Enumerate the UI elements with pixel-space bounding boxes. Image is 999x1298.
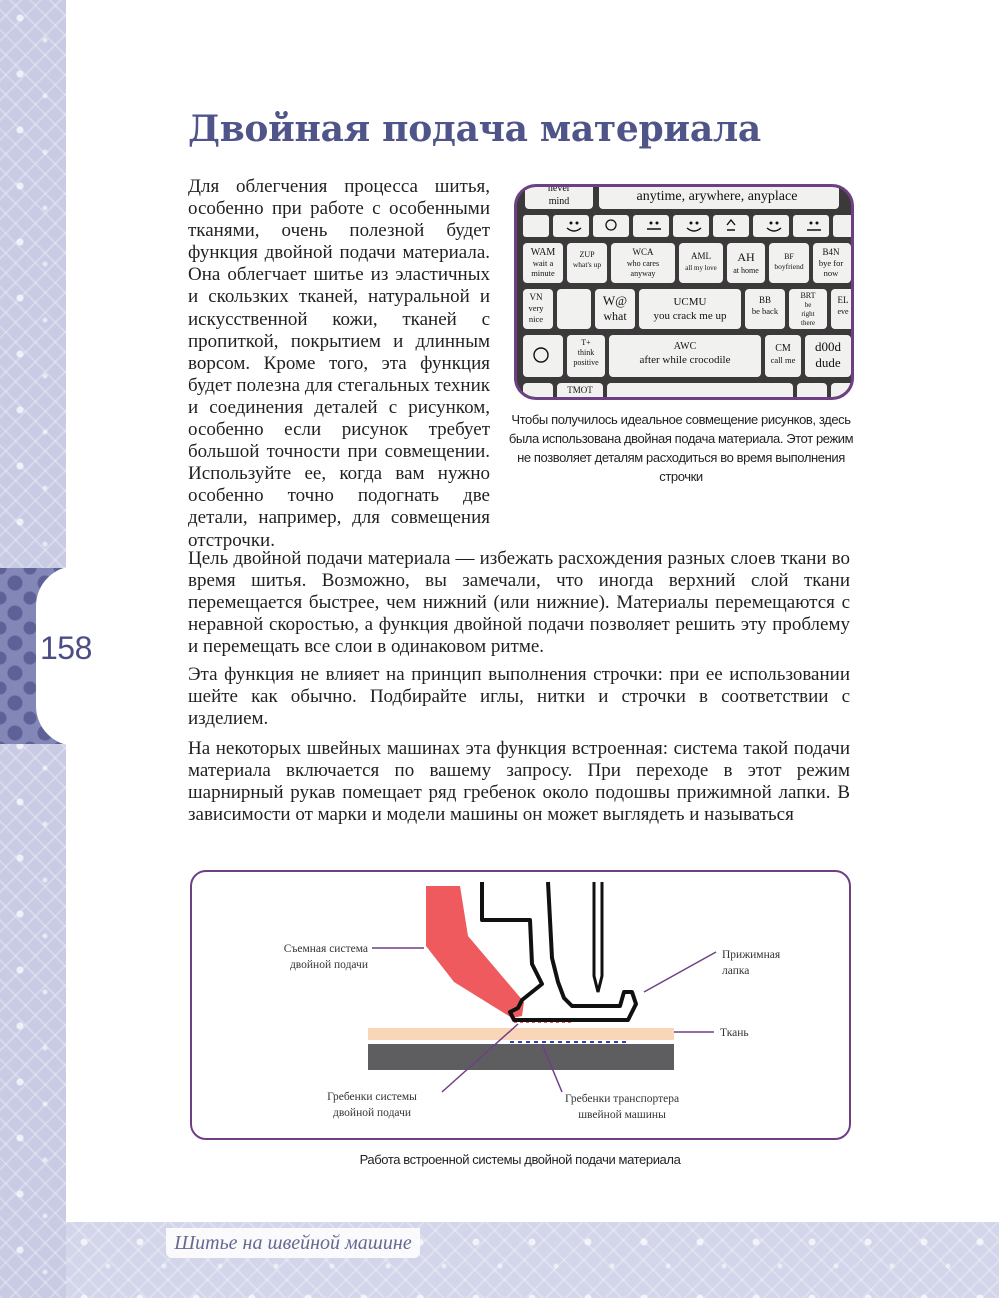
key-bb-sub: be back — [751, 306, 779, 316]
dual-feed-diagram — [190, 870, 851, 1140]
key-ucmu: UCMU — [673, 296, 707, 308]
body-paragraph: На некоторых швейных машинах эта функция встроенная: система такой подачи материала включается по вашему запросу. При переходе в этот режим шарнирный рукав помещает ряд гребенок около подошвы прижимной лапки. В зависимости от марки и модели машины он может выглядеть и называться — [188, 738, 850, 826]
keyboard-photo — [514, 184, 854, 400]
key-bf: BF — [784, 252, 794, 261]
body-paragraph: Цель двойной подачи материала — избежать расхождения разных слоев ткани во время шитья. Возможно, вы замечали, что иногда верхний слой ткани перемещается быстрее, чем нижний (или нижние). Материалы перемещаются с неравной скоростью, а функция двойной подачи позволяет решить эту проблему и перемещать все слои в одинаковом ритме. — [188, 548, 850, 658]
key-wca-sub2: anyway — [630, 269, 656, 278]
key-think: T+ — [581, 338, 591, 347]
label-dual-teeth-2: двойной подачи — [332, 1107, 412, 1119]
key-vn: VN — [529, 292, 543, 302]
key-aml-sub: all my love — [685, 264, 717, 272]
machine-bed — [368, 1044, 674, 1070]
key-vn-sub2: nice — [528, 314, 544, 324]
key-bf-sub: boyfriend — [774, 262, 804, 271]
key-wam-sub2: minute — [531, 268, 555, 278]
label-removable-1: Съемная система — [283, 943, 368, 955]
label-dual-teeth-1: Гребенки системы — [327, 1091, 417, 1103]
key-brt-sub3: there — [801, 319, 815, 327]
label-machine-teeth-2: швейной машины — [578, 1109, 666, 1121]
key-cm: CM — [775, 343, 791, 354]
body-paragraph: Эта функция не влияет на принцип выполнения строчки: при ее использовании шейте как обычно. Подбирайте иглы, нитки и строчки в соответствии с изделием. — [188, 664, 850, 730]
key-bb: BB — [758, 295, 772, 305]
key-awc-sub: after while crocodile — [639, 354, 731, 366]
key-cm-sub: call me — [770, 355, 796, 365]
key-b4n-sub1: bye for — [818, 258, 844, 268]
label-removable-2: двойной подачи — [289, 959, 368, 971]
label-presser-2: лапка — [722, 965, 750, 977]
emoticon-key-row — [523, 215, 851, 237]
page-number: 158 — [40, 630, 92, 666]
key-ah: AH — [737, 250, 755, 264]
key-awc: AWC — [673, 341, 697, 352]
keyboard-illustration — [517, 187, 851, 397]
key-w-at-sub: what — [603, 309, 627, 323]
label-machine-teeth-1: Гребенки транспортера — [564, 1093, 680, 1105]
key-zup-sub: what's up — [572, 260, 602, 269]
needle — [594, 882, 602, 992]
key-wca-sub1: who cares — [626, 259, 660, 268]
key-anytime: anytime, arywhere, anyplace — [636, 189, 798, 204]
key-ah-sub: at home — [733, 266, 759, 275]
key-think-sub2: positive — [573, 358, 599, 367]
removable-dual-feed — [426, 886, 524, 1018]
key-d00d-sub: dude — [815, 355, 841, 370]
label-presser-1: Прижимная — [722, 949, 781, 961]
key-zup: ZUP — [579, 250, 595, 259]
page-title: Двойная подача материала — [188, 108, 761, 150]
key-el-sub: eve — [837, 307, 849, 316]
photo-caption: Чтобы получилось идеальное совмещение рисунков, здесь была использована двойная подача материала. Этот режим не позволяет деталям расходиться во время выполнения строчки — [508, 412, 854, 484]
key-wca: WCA — [632, 247, 654, 257]
dual-feed-illustration — [192, 872, 849, 1138]
key-b4n-sub2: now — [823, 268, 839, 278]
key-el: EL — [837, 295, 849, 305]
key-tmot: TMOT — [567, 385, 593, 395]
key-vn-sub1: very — [528, 303, 544, 313]
key-think-sub1: think — [577, 348, 595, 357]
key-brt-sub1: be — [804, 301, 812, 309]
label-fabric: Ткань — [720, 1027, 749, 1039]
key-never: never — [547, 187, 571, 194]
key-ucmu-sub: you crack me up — [653, 310, 727, 322]
key-mind: mind — [548, 196, 570, 207]
key-aml: AML — [691, 251, 711, 261]
fabric-layer — [368, 1028, 674, 1040]
key-brt-sub2: right — [801, 310, 815, 318]
key-w-at: W@ — [602, 293, 628, 308]
footer-book-title: Шитье на швейной машине — [166, 1228, 420, 1258]
intro-paragraph: Для облегчения процесса шитья, особенно при работе с особенными тканями, очень полезной будет функция двойной подачи материала. Она облегчает шитье из эластичных и скользких тканей, натуральной и искусственной кожи, тканей с пропиткой, покрытием и длинным ворсом. Кроме того, эта функция будет полезна для стегальных техник и соединения деталей с рисунком, особенно если рисунок требует большой точности при совмещении. Используйте ее, когда вам нужно особенно точно подогнать две детали, например, для совмещения отстрочки. — [188, 176, 490, 551]
diagram-caption: Работа встроенной системы двойной подачи материала — [359, 1152, 681, 1167]
key-wam: WAM — [530, 247, 556, 258]
key-d00d: d00d — [815, 339, 841, 354]
key-b4n: B4N — [822, 247, 840, 257]
key-brt: BRT — [800, 291, 816, 300]
key-wam-sub1: wait a — [532, 258, 554, 268]
